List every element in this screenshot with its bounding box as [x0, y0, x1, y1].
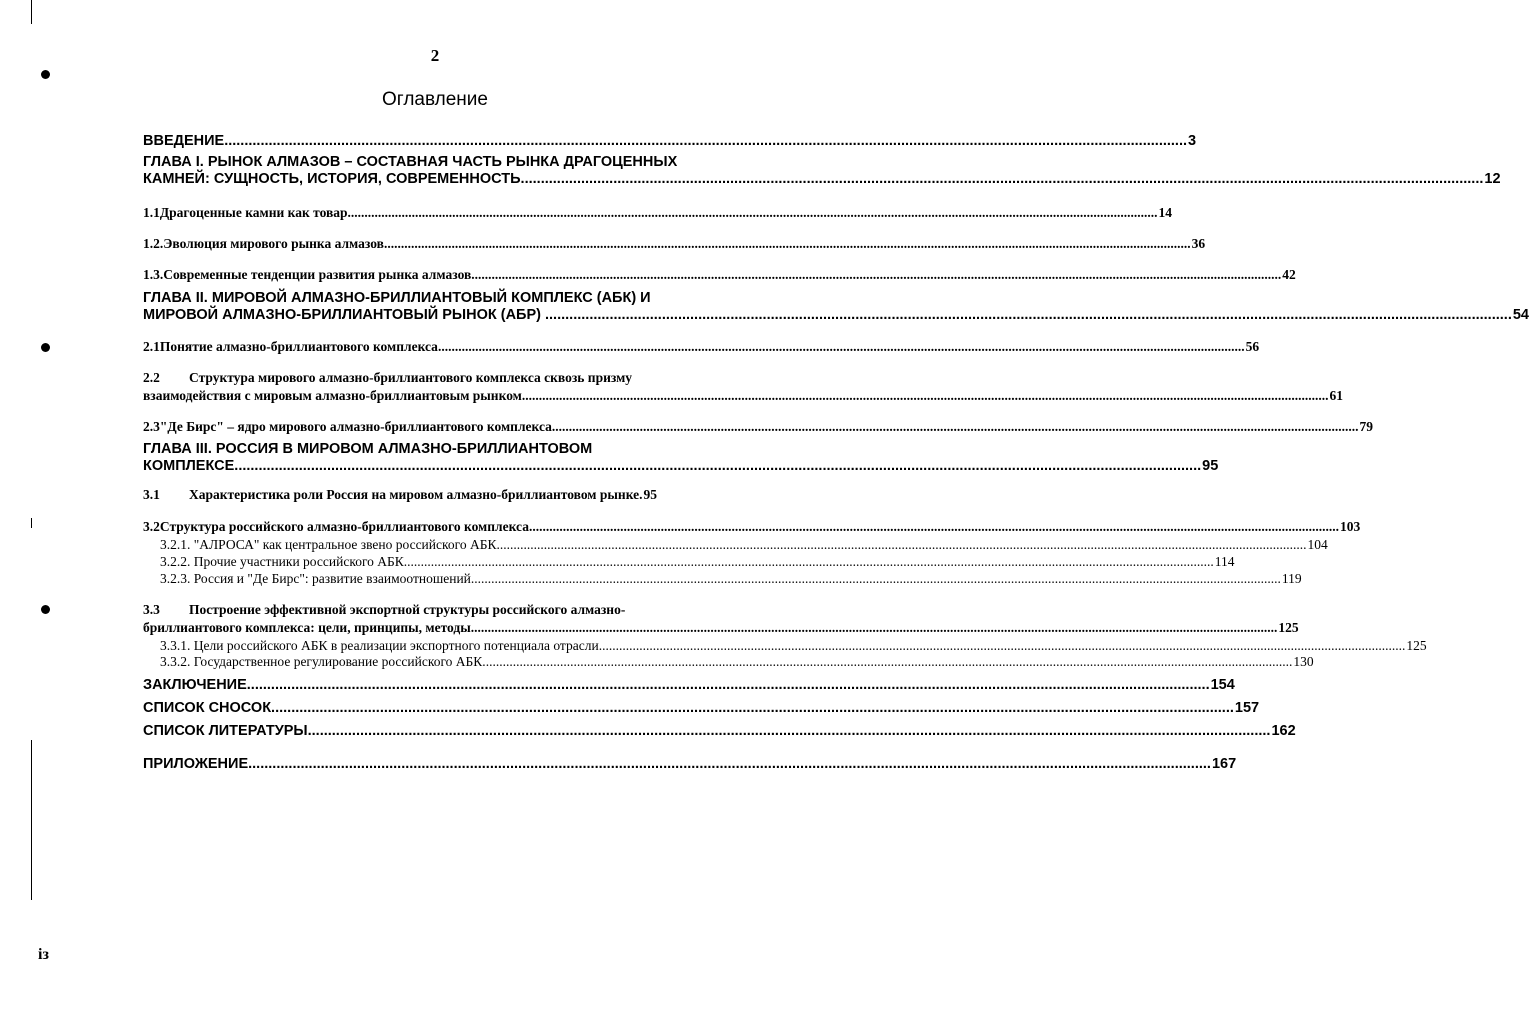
dot-leader — [248, 756, 1211, 773]
toc-entry-page: 14 — [1158, 205, 1173, 220]
toc-entry-page: 54 — [1512, 307, 1529, 323]
dot-leader — [407, 553, 1214, 570]
toc-entry-label: Современные тенденции развития рынка алмазов. — [163, 267, 475, 282]
toc-entry-subsection-3-3-2[interactable] — [143, 653, 1314, 670]
toc-entry-footnotes[interactable] — [143, 700, 1260, 717]
toc-entry-page: 12 — [1484, 171, 1501, 187]
toc-entry-page: 3 — [1188, 133, 1197, 149]
scan-edge-mark — [31, 740, 32, 900]
toc-entry-label-cont: МИРОВОЙ АЛМАЗНО-БРИЛЛИАНТОВЫЙ РЫНОК (АБР) . — [143, 307, 550, 323]
dot-leader — [271, 700, 1234, 717]
toc-entry-section-1-1[interactable] — [143, 204, 1173, 222]
toc-entry-subsection-3-2-2[interactable] — [143, 553, 1235, 570]
toc-entry-section-2-2[interactable] — [143, 369, 1344, 405]
toc-entry-label: СПИСОК СНОСОК — [143, 700, 272, 716]
toc-entry-label: СПИСОК ЛИТЕРАТУРЫ — [143, 723, 308, 739]
dot-leader — [247, 677, 1210, 694]
section-number: 1.3. — [143, 267, 164, 282]
toc-entry-page: 103 — [1339, 519, 1361, 534]
toc-entry-page: 56 — [1245, 339, 1260, 354]
toc-entry-label: Драгоценные камни как товар. — [159, 205, 351, 220]
toc-entry-label: Характеристика роли Россия на мировом алмазно-бриллиантовом рынке. — [189, 487, 643, 502]
toc-entry-page: 162 — [1271, 723, 1296, 739]
toc-entry-section-3-1[interactable] — [143, 486, 730, 504]
scan-edge-line — [31, 0, 32, 24]
toc-entry-label: Эволюция мирового рынка алмазов — [163, 236, 384, 251]
dot-leader — [522, 387, 1329, 405]
toc-heading: Оглавление — [382, 89, 488, 110]
punch-hole-mark — [41, 343, 50, 352]
toc-entry-label: 3.3.1. Цели российского АБК в реализации экспортного потенциала отрасли — [160, 638, 599, 653]
dot-leader — [474, 570, 1281, 587]
toc-entry-page: 130 — [1293, 654, 1314, 669]
toc-entry-label: Построение эффективной экспортной структуры российского алмазно- — [189, 602, 626, 617]
section-number: 3.1 — [143, 487, 160, 502]
toc-entry-label: 3.3.2. Государственное регулирование российского АБК. — [160, 654, 486, 669]
toc-entry-section-3-3[interactable] — [143, 601, 1299, 637]
toc-entry-label: Понятие алмазно-бриллиантового комплекса — [159, 339, 438, 354]
toc-entry-section-2-3[interactable] — [143, 418, 1373, 436]
toc-entry-label: ГЛАВА II. МИРОВОЙ АЛМАЗНО-БРИЛЛИАНТОВЫЙ КОМПЛЕКС (АБК) И — [143, 290, 651, 306]
toc-entry-chapter-3[interactable] — [143, 441, 1219, 475]
toc-entry-page: 61 — [1329, 388, 1344, 403]
toc-entry-page: 36 — [1191, 236, 1206, 251]
toc-entry-page: 95 — [643, 487, 658, 502]
dot-leader — [475, 266, 1282, 284]
toc-entry-section-1-3[interactable] — [143, 266, 1296, 284]
dot-leader — [308, 723, 1271, 740]
toc-entry-label: ПРИЛОЖЕНИЕ — [143, 756, 249, 772]
toc-entry-page: 119 — [1281, 571, 1302, 586]
toc-entry-section-2-1[interactable] — [143, 338, 1260, 356]
toc-entry-page: 154 — [1210, 677, 1235, 693]
toc-entry-page: 157 — [1234, 700, 1260, 716]
toc-entry-label: 3.2.1. "АЛРОСА" как центральное звено российского АБК. — [160, 537, 500, 552]
section-number: 1.1 — [143, 205, 160, 220]
punch-hole-mark — [41, 70, 50, 79]
toc-entry-page: 167 — [1211, 756, 1237, 772]
toc-entry-label: ЗАКЛЮЧЕНИЕ — [143, 677, 247, 693]
section-number: 1.2. — [143, 236, 164, 251]
dot-leader — [351, 204, 1158, 222]
toc-entry-label-cont: КОМПЛЕКСЕ. — [143, 458, 239, 474]
toc-entry-section-1-2[interactable] — [143, 235, 1206, 253]
section-number: 2.1 — [143, 339, 160, 354]
section-number: 2.2 — [143, 370, 160, 385]
dot-leader — [238, 458, 1201, 475]
dot-leader — [384, 235, 1191, 253]
dot-leader — [471, 619, 1278, 637]
toc-entry-label: ГЛАВА III. РОССИЯ В МИРОВОМ АЛМАЗНО-БРИЛЛИАНТОВОМ — [143, 441, 593, 457]
toc-entry-page: 125 — [1278, 620, 1299, 635]
dot-leader — [224, 133, 1187, 150]
toc-entry-subsection-3-2-3[interactable] — [143, 570, 1302, 587]
toc-entry-chapter-1[interactable] — [143, 154, 1501, 188]
section-number: 3.3 — [143, 602, 160, 617]
dot-leader — [438, 338, 1245, 356]
section-number: 3.2 — [143, 519, 160, 534]
toc-entry-intro[interactable] — [143, 133, 1197, 150]
page-number: 2 — [430, 46, 440, 65]
dot-leader — [549, 307, 1512, 324]
section-number: 2.3 — [143, 419, 160, 434]
dot-leader — [486, 653, 1293, 670]
toc-entry-page: 125 — [1406, 638, 1427, 653]
toc-entry-page: 95 — [1202, 458, 1219, 474]
toc-entry-subsection-3-2-1[interactable] — [143, 536, 1328, 553]
toc-entry-page: 104 — [1307, 537, 1328, 552]
toc-entry-page: 42 — [1282, 267, 1296, 282]
dot-leader — [532, 518, 1339, 536]
dot-leader — [521, 171, 1484, 188]
toc-entry-label-cont: бриллиантового комплекса: цели, принципы, методы — [143, 620, 471, 635]
toc-entry-page: 114 — [1214, 554, 1235, 569]
toc-entry-section-3-2[interactable] — [143, 518, 1361, 536]
toc-entry-subsection-3-3-1[interactable] — [143, 637, 1427, 654]
toc-entry-label: 3.2.3. Россия и "Де Бирс": развитие взаимоотношений. — [160, 571, 475, 586]
toc-entry-label: "Де Бирс" – ядро мирового алмазно-бриллиантового комплекса — [159, 419, 552, 434]
dot-leader — [599, 637, 1406, 654]
toc-entry-label-cont: КАМНЕЙ: СУЩНОСТЬ, ИСТОРИЯ, СОВРЕМЕННОСТЬ — [143, 171, 521, 187]
toc-entry-label: Структура российского алмазно-бриллиантового комплекса. — [159, 519, 533, 534]
toc-entry-label-cont: взаимодействия с мировым алмазно-бриллиантовым рынком — [143, 388, 522, 403]
dot-leader — [552, 418, 1359, 436]
toc-entry-label: ГЛАВА І. РЫНОК АЛМАЗОВ – СОСТАВНАЯ ЧАСТЬ РЫНКА ДРАГОЦЕННЫХ — [143, 154, 678, 170]
toc-entry-label: Структура мирового алмазно-бриллиантового комплекса сквозь призму — [189, 370, 633, 385]
toc-entry-label: 3.2.2. Прочие участники российского АБК. — [160, 554, 408, 569]
scan-mark: і​з — [38, 946, 49, 963]
dot-leader — [500, 536, 1307, 553]
punch-hole-mark — [41, 605, 50, 614]
scan-edge-mark — [31, 518, 32, 528]
toc-entry-chapter-2[interactable] — [143, 290, 1529, 324]
toc-entry-appendix[interactable] — [143, 756, 1237, 773]
toc-entry-page: 79 — [1359, 419, 1373, 434]
toc-entry-conclusion[interactable] — [143, 677, 1235, 694]
toc-entry-label: ВВЕДЕНИЕ — [143, 133, 225, 149]
toc-entry-literature[interactable] — [143, 723, 1296, 740]
